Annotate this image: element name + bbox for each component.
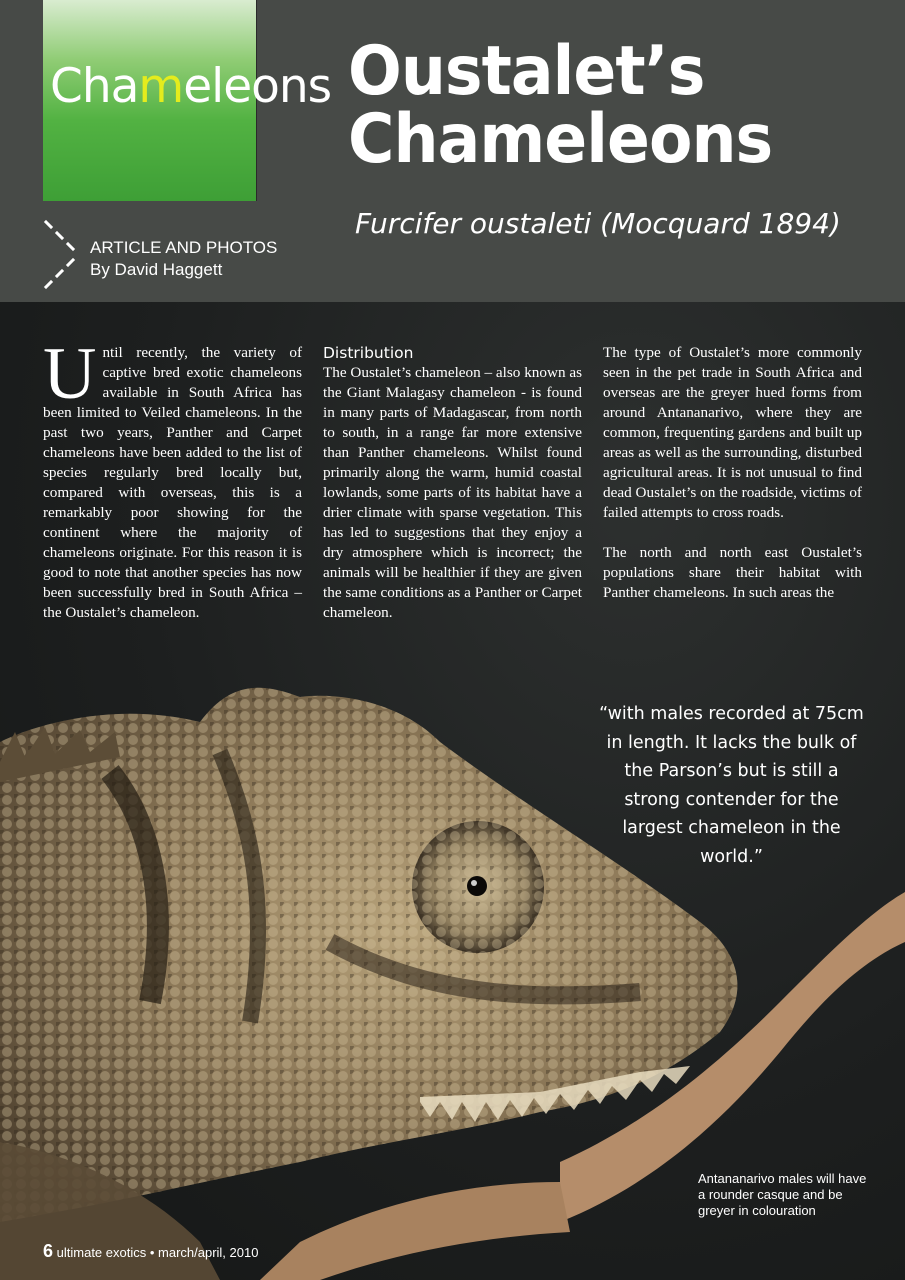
distribution-paragraph: The Oustalet’s chameleon – also known as the Giant Malagasy chameleon - is found in many parts of Madagascar, from north to south, in a range far more extensive than Panther chameleons. Whilst found primarily along the warm, humid coastal lowlands, some parts of its habitat have a drier climate with sparse vegetation. This has led to suggestions that they enjoy a dry atmosphere which is incorrect; the animals will be healthier if they are given the same conditions as a Panther or Carpet chameleon. <box>323 364 582 621</box>
title-line-2: Chameleons <box>348 100 773 179</box>
chevron-decoration-icon <box>40 218 84 292</box>
credit-label: ARTICLE AND PHOTOS <box>90 238 278 257</box>
scientific-name: Furcifer oustaleti (Mocquard 1894) <box>355 207 841 240</box>
publication-info: ultimate exotics • march/april, 2010 <box>56 1245 259 1260</box>
photo-caption: Antananarivo males will have a rounder casque and be greyer in colouration <box>698 1171 867 1218</box>
article-column-3 <box>603 343 862 603</box>
title-line-1: Oustalet’s <box>348 32 705 111</box>
page-footer <box>43 1241 258 1262</box>
body-paragraph: The north and north east Oustalet’s populations share their habitat with Panther chameleons. In such areas the <box>603 544 862 601</box>
article-title <box>348 32 773 179</box>
article-column-1 <box>43 333 302 623</box>
section-heading: Distribution <box>323 344 414 362</box>
pull-quote: “with males recorded at 75cm in length. It lacks the bulk of the Parson’s but is still a strong contender for the largest chameleon in the world.” <box>599 704 864 867</box>
author-name: By David Haggett <box>90 260 223 279</box>
category-label: Chameleons <box>50 59 332 114</box>
page-number: 6 <box>43 1241 54 1261</box>
article-column-2 <box>323 343 582 623</box>
body-paragraph: The type of Oustalet’s more commonly seen in the pet trade in South Africa and overseas are the greyer hued forms from around Antananarivo, where they are common, frequenting gardens and built up areas as well as the surrounding, disturbed agricultural areas. It is not unusual to find dead Oustalet’s on the roadside, victims of failed attempts to cross roads. <box>603 344 862 521</box>
drop-cap: U <box>43 333 97 415</box>
article-credits <box>90 237 277 281</box>
intro-paragraph: ntil recently, the variety of captive bred exotic chameleons available in South Africa has been limited to Veiled chameleons. In the past two years, Panther and Carpet chameleons have been added to the list of species regularly bred locally but, compared with overseas, this is a remarkably poor showing for the continent where the majority of chameleons originate. For this reason it is good to note that another species has now been successfully bred in South Africa – the Oustalet’s chameleon. <box>43 344 302 621</box>
